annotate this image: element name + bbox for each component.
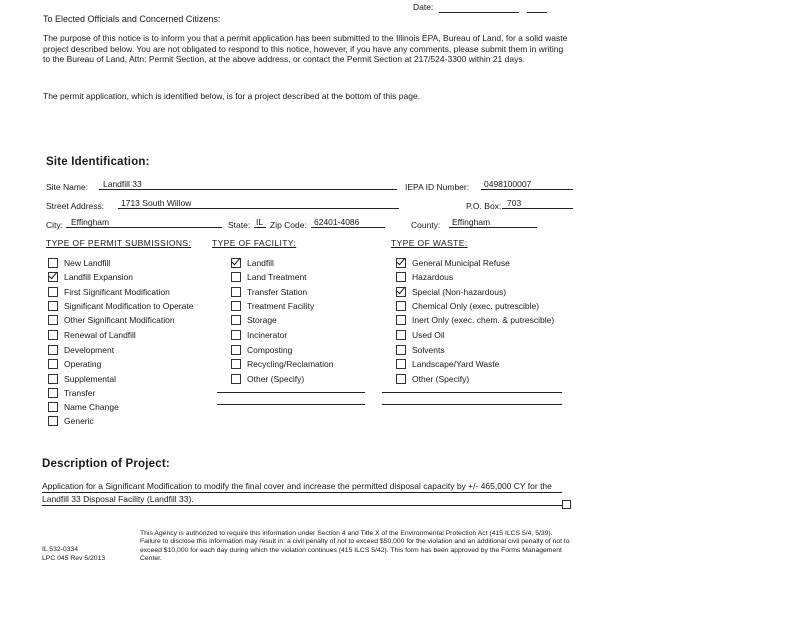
city-label: City: — [46, 220, 63, 230]
checkbox-checked[interactable] — [396, 287, 406, 297]
checkbox[interactable] — [396, 330, 406, 340]
checkbox[interactable] — [231, 374, 241, 384]
po-box-label: P.O. Box: — [466, 201, 502, 211]
description-line-1 — [42, 492, 562, 493]
checkbox[interactable] — [48, 287, 58, 297]
option-land-treatment[interactable]: Land Treatment — [231, 272, 307, 282]
county-label: County: — [411, 220, 441, 230]
option-facility-other[interactable]: Other (Specify) — [231, 374, 304, 384]
city-value[interactable]: Effingham — [71, 217, 110, 227]
option-other-significant-modification[interactable]: Other Significant Modification — [48, 315, 175, 325]
option-development[interactable]: Development — [48, 345, 114, 355]
facility-other-line-1[interactable] — [217, 392, 365, 393]
county-line — [449, 227, 537, 228]
iepa-id-value[interactable]: 0498100007 — [484, 179, 532, 189]
waste-other-line-1[interactable] — [382, 392, 562, 393]
form-revision: LPC 045 Rev 5/2013 — [42, 555, 106, 562]
date-label: Date: — [413, 2, 434, 12]
option-first-significant-modification[interactable]: First Significant Modification — [48, 287, 170, 297]
option-used-oil[interactable]: Used Oil — [396, 330, 445, 340]
checkbox[interactable] — [48, 315, 58, 325]
submissions-heading: TYPE OF PERMIT SUBMISSIONS: — [46, 238, 192, 248]
checkbox[interactable] — [231, 301, 241, 311]
option-new-landfill[interactable]: New Landfill — [48, 258, 110, 268]
po-box-value[interactable]: 703 — [507, 198, 522, 208]
street-address-label: Street Address: — [46, 201, 105, 211]
checkbox[interactable] — [48, 416, 58, 426]
option-landscape-yard-waste[interactable]: Landscape/Yard Waste — [396, 359, 499, 369]
checkbox[interactable] — [231, 315, 241, 325]
checkbox[interactable] — [48, 402, 58, 412]
city-line — [66, 227, 222, 228]
facility-heading: TYPE OF FACILITY: — [212, 238, 297, 248]
intro-paragraph: The purpose of this notice is to inform you that a permit application has been submitted to the Illinois EPA, Bureau of Land, for a solid waste project described below. You are not obligated to respond to this notice, however, if you have any comments, please submit them in writing to the Bureau of Land, Attn: Permit Section, at the above address, or contact the Permit Section at 217/524-3300 within 21 days. — [43, 33, 568, 65]
iepa-id-label: IEPA ID Number: — [405, 182, 470, 192]
option-operating[interactable]: Operating — [48, 359, 101, 369]
zip-value[interactable]: 62401-4086 — [314, 217, 360, 227]
checkbox[interactable] — [396, 315, 406, 325]
checkbox[interactable] — [231, 272, 241, 282]
description-text[interactable]: Application for a Significant Modification to modify the final cover and increase the permitted disposal capacity by +/- 465,000 CY for the Landfill 33 Disposal Facility (Landfill 33). — [42, 481, 552, 504]
checkbox[interactable] — [231, 287, 241, 297]
checkbox[interactable] — [48, 345, 58, 355]
date-field-line-2[interactable] — [527, 12, 547, 13]
form-id: IL 532-0334 — [42, 546, 79, 553]
option-treatment-facility[interactable]: Treatment Facility — [231, 301, 314, 311]
option-facility-landfill[interactable]: Landfill — [231, 258, 274, 268]
checkbox[interactable] — [396, 272, 406, 282]
street-address-value[interactable]: 1713 South Willow — [121, 198, 192, 208]
county-value[interactable]: Effingham — [452, 217, 491, 227]
checkbox[interactable] — [48, 359, 58, 369]
checkbox[interactable] — [396, 301, 406, 311]
option-name-change[interactable]: Name Change — [48, 402, 119, 412]
date-field-line[interactable] — [439, 12, 519, 13]
option-waste-other[interactable]: Other (Specify) — [396, 374, 469, 384]
site-name-label: Site Name: — [46, 182, 89, 192]
option-transfer[interactable]: Transfer — [48, 388, 95, 398]
option-inert-only[interactable]: Inert Only (exec. chem. & putrescible) — [396, 315, 554, 325]
option-transfer-station[interactable]: Transfer Station — [231, 287, 307, 297]
site-name-value[interactable]: Landfill 33 — [103, 179, 142, 189]
street-address-line — [118, 208, 399, 209]
po-box-line — [502, 208, 573, 209]
option-renewal-of-landfill[interactable]: Renewal of Landfill — [48, 330, 136, 340]
checkbox[interactable] — [48, 374, 58, 384]
option-generic[interactable]: Generic — [48, 416, 94, 426]
state-label: State: — [228, 220, 251, 230]
legal-notice: This Agency is authorized to require this information under Section 4 and Title X of the Environmental Protection Act (415 ILCS 5/4, 5/39). Failure to disclose this information may result in: a civil penalty of not to exceed $50,000 for the violation and an additional civil penalty of not to exceed $10,000 for each day during which the violation continues (415 ILCS 5/42). This form has been approved by the Forms Management Center. — [140, 530, 570, 563]
option-recycling-reclamation[interactable]: Recycling/Reclamation — [231, 359, 333, 369]
checkbox[interactable] — [48, 301, 58, 311]
checkbox-checked[interactable] — [48, 272, 58, 282]
checkbox[interactable] — [48, 330, 58, 340]
checkbox[interactable] — [231, 330, 241, 340]
site-name-line — [99, 189, 397, 190]
state-value[interactable]: IL — [256, 217, 264, 227]
intro-paragraph-2: The permit application, which is identified below, is for a project described at the bottom of this page. — [43, 91, 421, 101]
checkbox[interactable] — [396, 345, 406, 355]
checkbox-checked[interactable] — [231, 258, 241, 268]
state-line — [254, 227, 266, 228]
checkbox[interactable] — [48, 388, 58, 398]
checkbox[interactable] — [396, 374, 406, 384]
option-chemical-only[interactable]: Chemical Only (exec. putrescible) — [396, 301, 539, 311]
option-solvents[interactable]: Solvents — [396, 345, 445, 355]
scroll-indicator-icon — [562, 500, 571, 509]
option-special-non-hazardous[interactable]: Special (Non-hazardous) — [396, 287, 506, 297]
option-general-municipal-refuse[interactable]: General Municipal Refuse — [396, 258, 510, 268]
option-hazardous[interactable]: Hazardous — [396, 272, 453, 282]
checkbox[interactable] — [48, 258, 58, 268]
option-incinerator[interactable]: Incinerator — [231, 330, 287, 340]
zip-label: Zip Code: — [270, 220, 307, 230]
iepa-id-line — [481, 189, 573, 190]
checkbox-checked[interactable] — [396, 258, 406, 268]
option-storage[interactable]: Storage — [231, 315, 277, 325]
site-identification-heading: Site Identification: — [46, 156, 150, 168]
option-supplemental[interactable]: Supplemental — [48, 374, 116, 384]
zip-line — [311, 227, 385, 228]
waste-other-line-2[interactable] — [382, 404, 562, 405]
option-composting[interactable]: Composting — [231, 345, 292, 355]
checkbox[interactable] — [396, 359, 406, 369]
option-significant-modification-to-operate[interactable]: Significant Modification to Operate — [48, 301, 193, 311]
waste-heading: TYPE OF WASTE: — [391, 238, 468, 248]
checkbox[interactable] — [231, 359, 241, 369]
checkbox[interactable] — [231, 345, 241, 355]
greeting: To Elected Officials and Concerned Citizens: — [43, 14, 221, 24]
description-line-2 — [42, 505, 562, 506]
description-heading: Description of Project: — [42, 458, 170, 470]
facility-other-line-2[interactable] — [217, 404, 365, 405]
option-landfill-expansion[interactable]: Landfill Expansion — [48, 272, 133, 282]
